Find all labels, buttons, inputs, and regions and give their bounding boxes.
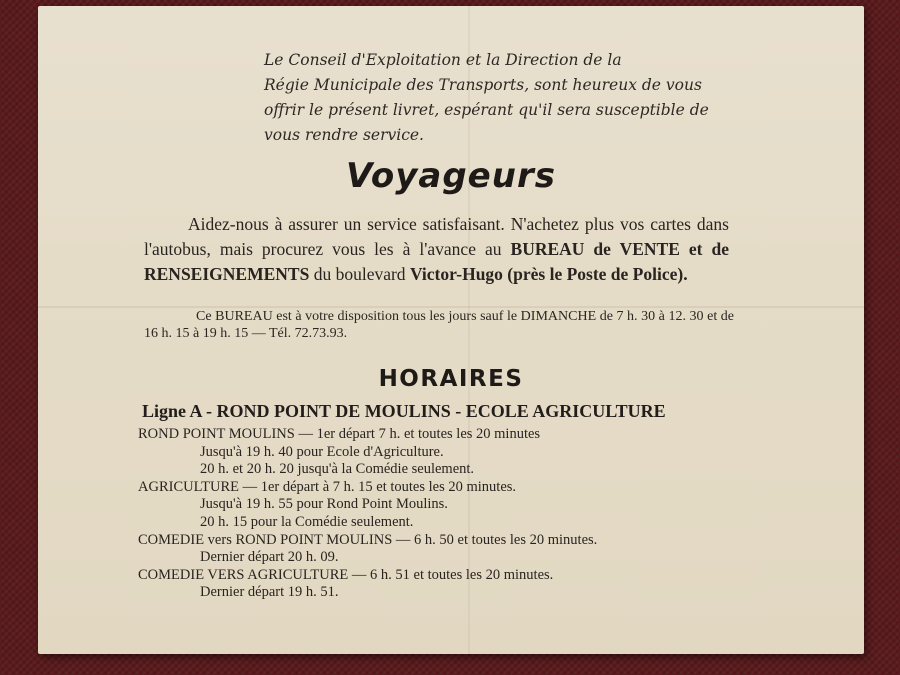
intro-line: Le Conseil d'Exploitation et la Direction de la	[264, 51, 622, 69]
schedule-line: COMEDIE vers ROND POINT MOULINS — 6 h. 50 et toutes les 20 minutes.	[138, 531, 598, 548]
bureau-name: BUREAU de VENTE et de RENSEIGNEMENTS	[144, 239, 730, 284]
schedule-line: 20 h. et 20 h. 20 jusqu'à la Comédie seulement.	[200, 461, 475, 478]
opening-hours-text: Ce BUREAU est à votre disposition tous les jours sauf le DIMANCHE de 7 h. 30 à 12. 30 et de 16 h. 15 à 19 h. 15 — Tél. 72.73.93.	[144, 309, 734, 341]
intro-line: Régie Municipale des Transports, sont heureux de vous	[264, 76, 702, 94]
schedule-line: Dernier départ 20 h. 09.	[200, 549, 339, 566]
schedule-line: Jusqu'à 19 h. 40 pour Ecole d'Agriculture.	[200, 443, 444, 460]
schedule-line: COMEDIE VERS AGRICULTURE — 6 h. 51 et toutes les 20 minutes.	[138, 566, 554, 583]
schedule-list	[138, 426, 778, 602]
schedule-line: ROND POINT MOULINS — 1er départ 7 h. et toutes les 20 minutes	[138, 426, 541, 442]
intro-paragraph	[264, 48, 734, 148]
purchase-text-cont: du boulevard	[313, 264, 406, 284]
schedule-line: AGRICULTURE — 1er départ à 7 h. 15 et toutes les 20 minutes.	[138, 478, 517, 495]
opening-hours-paragraph	[144, 308, 734, 342]
line-title: Ligne A - ROND POINT DE MOULINS - ECOLE AGRICULTURE	[142, 401, 666, 421]
schedule-line: Jusqu'à 19 h. 55 pour Rond Point Moulins.	[200, 496, 448, 513]
purchase-text: Aidez-nous à assurer un service satisfaisant. N'achetez plus vos cartes dans l'autobus, mais procurez vous les à l'avance au	[144, 214, 729, 259]
purchase-paragraph	[144, 212, 729, 287]
schedule-line: 20 h. 15 pour la Comédie seulement.	[200, 513, 414, 530]
schedule-line: Dernier départ 19 h. 51.	[200, 584, 339, 601]
schedule-heading: HORAIRES	[378, 366, 524, 392]
intro-line: offrir le présent livret, espérant qu'il sera susceptible de	[264, 101, 709, 119]
bureau-location: Victor-Hugo (près le Poste de Police).	[409, 264, 688, 284]
leaflet-page	[38, 6, 864, 654]
intro-line: vous rendre service.	[264, 126, 424, 144]
page-title: Voyageurs	[346, 156, 556, 196]
